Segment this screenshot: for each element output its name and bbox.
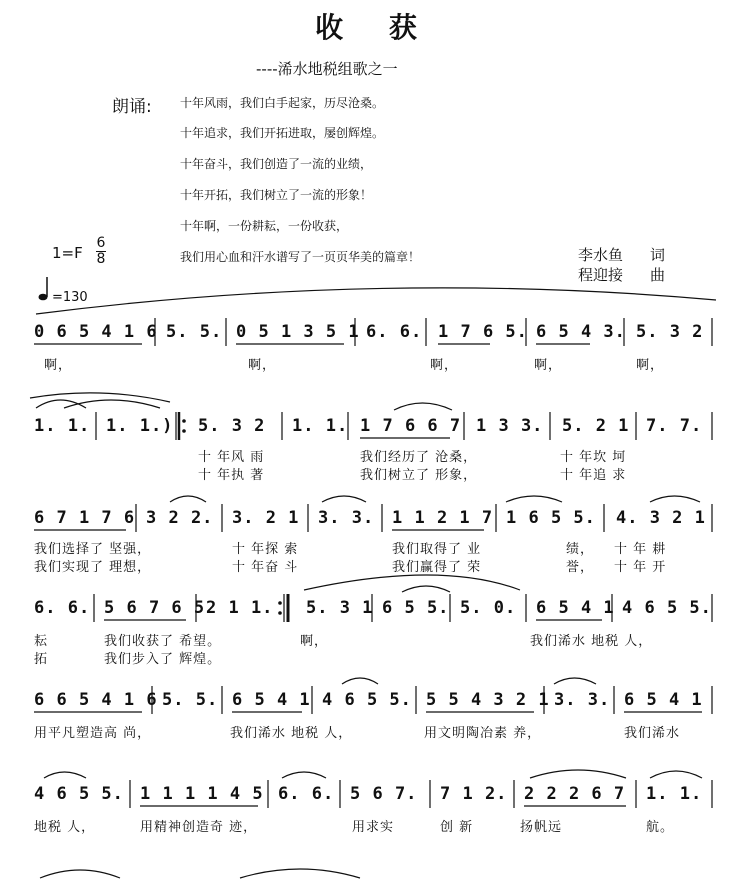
melody-measure: 6 7 1 7 6 — [34, 508, 136, 528]
melody-measure: 7. 7. — [646, 416, 703, 436]
melody-measure: 7 1 2. — [440, 784, 508, 804]
melody-measure: 5. 0. — [460, 598, 517, 618]
lyric: 耘 — [34, 634, 49, 649]
melody-measure: 6 5 4 3. — [536, 322, 626, 342]
melody-measure: 4 6 5 5. — [322, 690, 412, 710]
melody-measure: 6 5 4 1 — [536, 598, 615, 618]
lyric: 扬帆远 — [520, 820, 563, 835]
lyric: 用平凡塑造高 尚， — [34, 726, 152, 741]
melody-measure: 6. 6. — [34, 598, 91, 618]
lyric: 用文明陶冶素 养， — [424, 726, 542, 741]
composer-role: 曲 — [650, 266, 666, 284]
lyric: 用求实 — [352, 820, 395, 835]
recitation-line: 十年啊，一份耕耘，一份收获， — [180, 219, 349, 233]
melody-measure: 1. 1.) — [106, 416, 174, 436]
melody-measure: 2 2 2 6 7 — [524, 784, 626, 804]
time-numerator: 6 — [96, 235, 106, 251]
melody-measure: 3. 3. — [554, 690, 611, 710]
melody-measure: 4 6 5 5. — [622, 598, 712, 618]
melody-measure: 6 5 4 1 — [232, 690, 311, 710]
lyric: 啊， — [636, 358, 665, 373]
lyric: 十 年风 雨 — [198, 450, 265, 465]
lyric: 啊， — [44, 358, 73, 373]
melody-measure: 5. 3 2 — [636, 322, 704, 342]
time-denominator: 8 — [96, 251, 106, 267]
melody-measure: 5. 3 1 — [306, 598, 374, 618]
lyric: 创 新 — [440, 820, 474, 835]
lyric: 啊， — [248, 358, 277, 373]
melody-measure: 5. 5. — [166, 322, 223, 342]
melody-measure: 5. 5. — [162, 690, 219, 710]
lyric: 啊， — [300, 634, 329, 649]
lyric: 十 年坎 坷 — [560, 450, 627, 465]
lyric: 十 年奋 斗 — [232, 560, 299, 575]
song-title: 收 获 — [315, 11, 435, 44]
melody-measure: 2 1 1. — [206, 598, 274, 618]
melody-measure: 0 5 1 3 5 1 — [236, 322, 360, 342]
lyric: 我们实现了 理想， — [34, 560, 152, 575]
lyric: 啊， — [430, 358, 459, 373]
lyric: 我们选择了 坚强， — [34, 542, 152, 557]
lyric: 拓 — [34, 652, 49, 667]
lyric: 誉， — [566, 560, 595, 575]
melody-measure: 3 2 2. — [146, 508, 214, 528]
lyric: 十 年追 求 — [560, 468, 627, 483]
melody-measure: 4. 3 2 1 — [616, 508, 706, 528]
recitation-line: 我们用心血和汗水谱写了一页页华美的篇章！ — [180, 250, 421, 264]
recitation-line: 十年奋斗，我们创造了一流的业绩， — [180, 157, 373, 171]
melody-measure: 1 1 2 1 7 — [392, 508, 494, 528]
lyricist-role: 词 — [650, 246, 666, 264]
lyric: 十 年 开 — [614, 560, 667, 575]
lyric: 我们赢得了 荣 — [392, 560, 482, 575]
lyric: 我们浠水 — [624, 726, 681, 741]
lyric: 我们收获了 希望。 — [104, 634, 222, 649]
melody-measure: 1. 1. — [292, 416, 349, 436]
lyric: 我们步入了 辉煌。 — [104, 652, 222, 667]
lyric: 十 年 耕 — [614, 542, 667, 557]
melody-measure: 1 7 6 6 7 — [360, 416, 462, 436]
lyric: 地税 人， — [34, 820, 96, 835]
key-signature: 1=F — [52, 244, 83, 262]
melody-measure: 4 6 5 5. — [34, 784, 124, 804]
melody-measure: 1 1 1 1 4 5 — [140, 784, 264, 804]
lyric: 绩， — [566, 542, 595, 557]
lyric: 啊， — [534, 358, 563, 373]
melody-measure: 5 6 7 6 5 — [104, 598, 206, 618]
melody-measure: 6. 6. — [278, 784, 335, 804]
lyric: 十 年探 索 — [232, 542, 299, 557]
melody-measure: 5 6 7. — [350, 784, 418, 804]
melody-measure: 6 5 4 1 — [624, 690, 703, 710]
recitation-line: 十年风雨，我们白手起家，历尽沧桑。 — [180, 96, 385, 110]
melody-measure: 1 3 3. — [476, 416, 544, 436]
lyricist-name: 李水鱼 — [578, 246, 624, 264]
melody-measure: 5 5 4 3 2 1 — [426, 690, 550, 710]
lyric: 我们浠水 地税 人， — [230, 726, 353, 741]
melody-measure: 3. 2 1 — [232, 508, 300, 528]
melody-measure: 3. 3. — [318, 508, 375, 528]
lyric: 我们经历了 沧桑， — [360, 450, 478, 465]
melody-measure: 1. 1. — [646, 784, 703, 804]
recitation-line: 十年追求，我们开拓进取，屡创辉煌。 — [180, 126, 385, 140]
melody-measure: 6. 6. — [366, 322, 423, 342]
melody-measure: 0 6 5 4 1 6 — [34, 322, 158, 342]
lyric: 我们树立了 形象， — [360, 468, 478, 483]
tempo-marking: =130 — [52, 290, 88, 305]
lyric: 航。 — [646, 820, 675, 835]
lyric: 十 年执 著 — [198, 468, 265, 483]
recitation-line: 十年开拓，我们树立了一流的形象！ — [180, 188, 373, 202]
lyric: 我们取得了 业 — [392, 542, 482, 557]
lyric: 用精神创造奇 迹， — [140, 820, 258, 835]
lyric: 我们浠水 地税 人， — [530, 634, 653, 649]
melody-measure: 5. 3 2 — [198, 416, 266, 436]
composer-name: 程迎接 — [578, 266, 624, 284]
melody-measure: 5. 2 1 — [562, 416, 630, 436]
melody-measure: 6 6 5 4 1 6 — [34, 690, 158, 710]
melody-measure: 6 5 5. — [382, 598, 450, 618]
melody-measure: 1 6 5 5. — [506, 508, 596, 528]
melody-measure: 1. 1. — [34, 416, 91, 436]
song-subtitle: ----浠水地税组歌之一 — [256, 60, 398, 78]
recitation-label: 朗诵: — [112, 97, 152, 117]
melody-measure: 1 7 6 5. — [438, 322, 528, 342]
